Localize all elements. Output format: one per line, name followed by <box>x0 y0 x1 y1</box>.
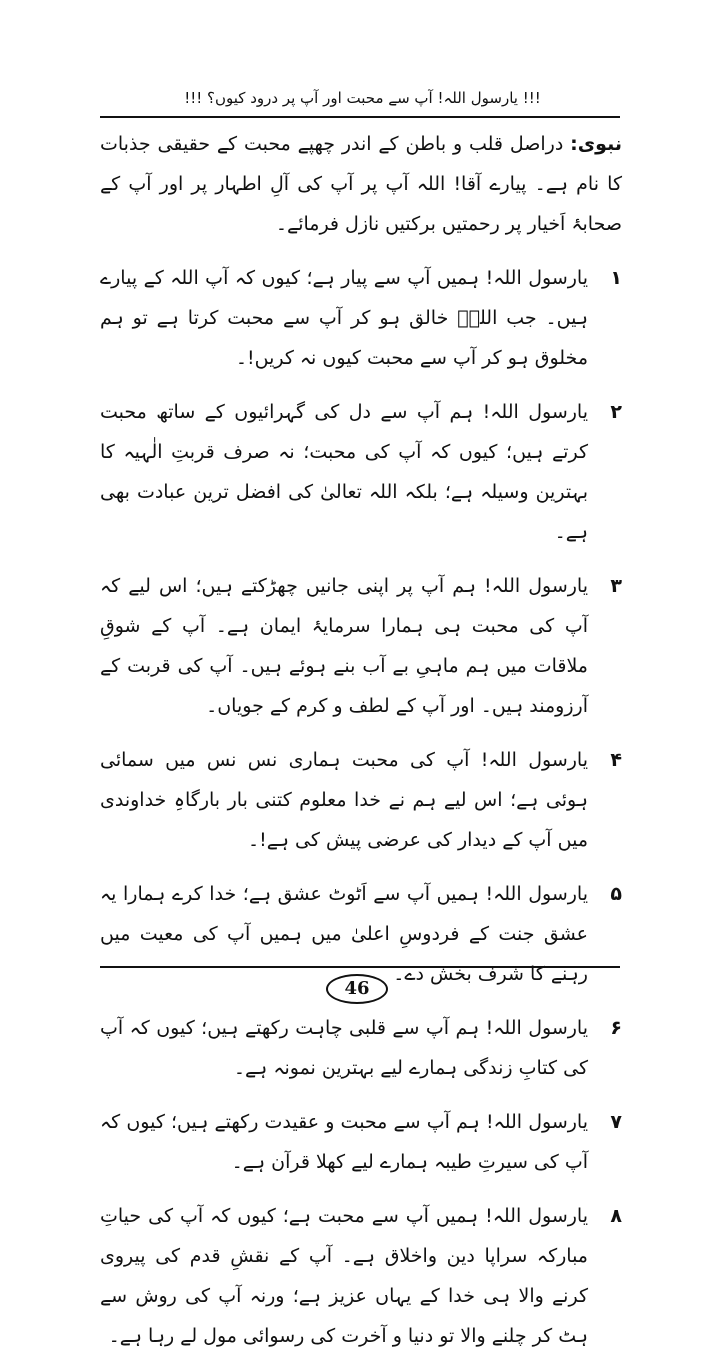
item-number: ۱ <box>610 267 622 289</box>
item-number: ۸ <box>610 1205 622 1227</box>
item-text: یارسول اللہ! ہم آپ پر اپنی جانیں چھڑکتے ہیں؛ اس لیے کہ آپ کی محبت ہی ہمارا سرمایۂ ایمان ہے۔ آپ کے شوقِ ملاقات میں ہم ماہیِ بے آب بنے ہوئے ہیں۔ آپ کی قربت کے آرزومند ہیں۔ اور آپ کے لطف و کرم کے جویاں۔ <box>100 575 588 717</box>
item-text: یارسول اللہ! ہمیں آپ سے محبت ہے؛ کیوں کہ آپ کی حیاتِ مبارکہ سراپا دین واخلاق ہے۔ آپ کے نقشِ قدم کی پیروی کرنے والا ہی خدا کے یہاں عزیز ہے؛ ورنہ آپ کی روش سے ہٹ کر چلنے والا تو دنیا و آخرت کی رسوائی مول لے رہا ہے۔ <box>100 1205 588 1347</box>
item-number: ۲ <box>610 401 622 423</box>
item-number: ۷ <box>610 1111 622 1133</box>
list-item <box>100 1008 622 1088</box>
item-number: ۳ <box>610 575 622 597</box>
item-number: ۵ <box>610 883 622 905</box>
header-divider <box>100 116 620 118</box>
item-number: ۶ <box>610 1017 622 1039</box>
list-item <box>100 392 622 552</box>
page-header: !!! یارسول اللہ! آپ سے محبت اور آپ پر درود کیوں؟ !!! <box>184 89 541 107</box>
item-text: یارسول اللہ! ہم آپ سے محبت و عقیدت رکھتے ہیں؛ کیوں کہ آپ کی سیرتِ طیبہ ہمارے لیے کھلا قرآن ہے۔ <box>100 1111 588 1173</box>
list-item <box>100 566 622 726</box>
item-text: یارسول اللہ! ہمیں آپ سے اَٹوٹ عشق ہے؛ خدا کرے ہمارا یہ عشق جنت کے فردوسِ اعلیٰ میں ہمیں آپ کی معیت میں رہنے کا شرف بخش دے۔ <box>100 883 588 985</box>
item-number: ۴ <box>610 749 622 771</box>
page-body <box>100 124 622 1370</box>
intro-text: دراصل قلب و باطن کے اندر چھپے محبت کے حقیقی جذبات کا نام ہے۔ پیارے آقا! اللہ آپ پر آپ کی آلِ اطہار پر اور آپ کے صحابۂ اَخیار پر رحمتیں برکتیں نازل فرمائے۔ <box>100 133 622 235</box>
list-item <box>100 258 622 378</box>
item-text: یارسول اللہ! ہم آپ سے دل کی گہرائیوں کے ساتھ محبت کرتے ہیں؛ کیوں کہ آپ کی محبت؛ نہ صرف قربتِ الٰہیہ کا بہترین وسیلہ ہے؛ بلکہ اللہ تعالیٰ کی افضل ترین عبادت بھی ہے۔ <box>100 401 588 543</box>
list-item <box>100 1196 622 1356</box>
page-number: 46 <box>326 974 388 1004</box>
footer-divider <box>100 966 620 968</box>
item-text: یارسول اللہ! ہم آپ سے قلبی چاہت رکھتے ہیں؛ کیوں کہ آپ کی کتابِ زندگی ہمارے لیے بہترین نمونہ ہے۔ <box>100 1017 588 1079</box>
intro-paragraph <box>100 124 622 244</box>
list-item <box>100 1102 622 1182</box>
list-item <box>100 740 622 860</box>
item-text: یارسول اللہ! آپ کی محبت ہماری نس نس میں سمائی ہوئی ہے؛ اس لیے ہم نے خدا معلوم کتنی بار بارگاہِ خداوندی میں آپ کے دیدار کی عرضی پیش کی ہے!۔ <box>100 749 588 851</box>
intro-lead: نبوی: <box>570 133 622 155</box>
item-text: یارسول اللہ! ہمیں آپ سے پیار ہے؛ کیوں کہ آپ اللہ کے پیارے ہیں۔ جب اللہؐ خالق ہو کر آپ سے محبت کرتا ہے تو ہم مخلوق ہو کر آپ سے محبت کیوں نہ کریں!۔ <box>100 267 588 369</box>
